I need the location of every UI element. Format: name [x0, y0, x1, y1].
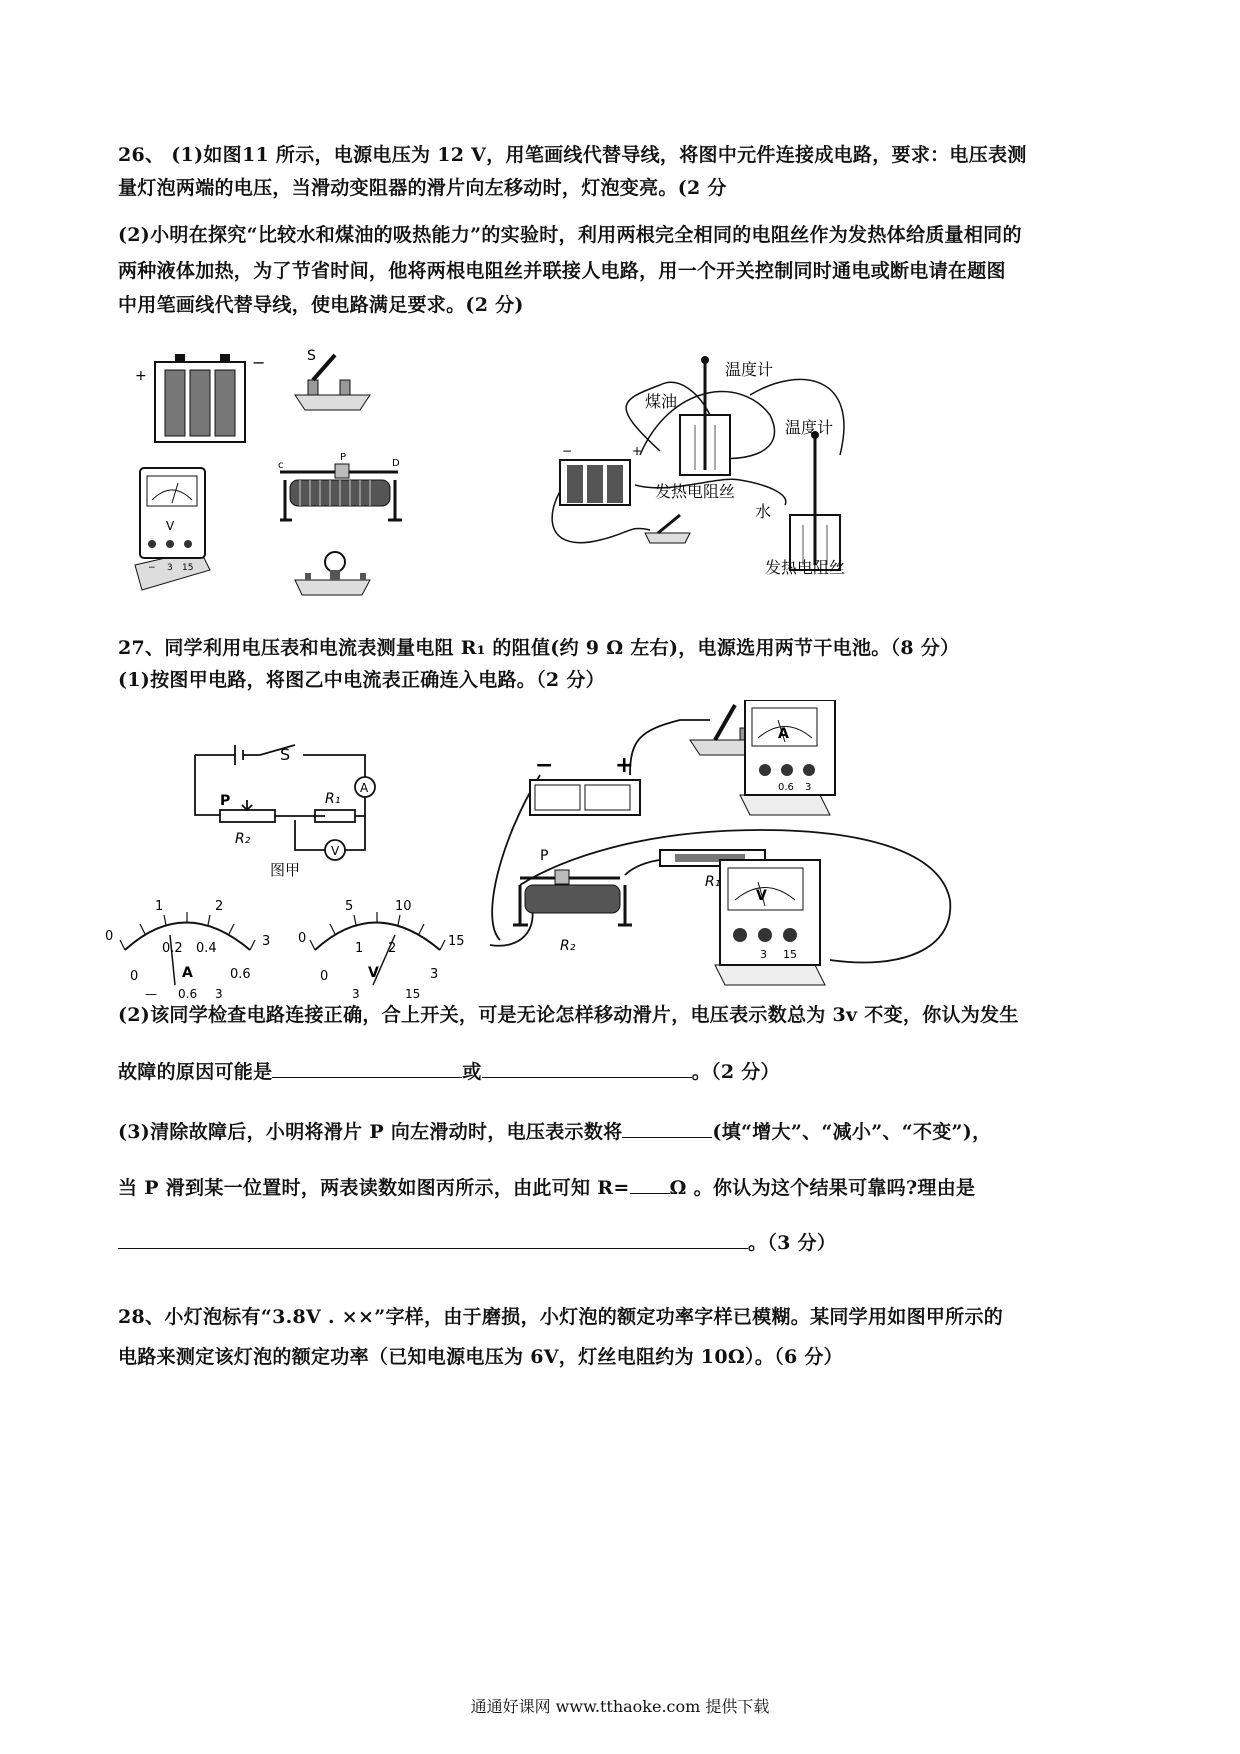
ammeter-term-neg: — — [145, 987, 157, 1001]
jia-switch-label: S — [280, 745, 291, 764]
q27-line3: (2)该同学检查电路连接正确，合上开关，可是无论怎样移动滑片，电压表示数总为 3v 不变，你认为发生 — [118, 1004, 1019, 1026]
kerosene-beaker — [680, 356, 730, 475]
ammeter-outer-2: 2 — [215, 899, 224, 914]
ammeter-inner-0: 0 — [130, 969, 139, 984]
ammeter-term-06: 0.6 — [178, 987, 198, 1001]
answer-blank-voltage-change[interactable] — [622, 1119, 712, 1138]
battery-plus-label: + — [135, 368, 147, 384]
thermometer1-label: 温度计 — [725, 360, 774, 379]
yi-r2-label: R₂ — [560, 938, 576, 954]
light-bulb[interactable] — [295, 552, 370, 595]
voltmeter-dial-unit: V — [368, 965, 379, 981]
q27-line5-suffix: (填“增大”、“减小”、“不变”)， — [712, 1121, 992, 1143]
yi-voltmeter-term-15: 15 — [783, 948, 797, 961]
jia-r2-label: R₂ — [235, 831, 251, 847]
q28-line2: 电路来测定该灯泡的额定功率（已知电源电压为 6V，灯丝电阻约为 10Ω）。（6 分） — [118, 1346, 843, 1368]
battery-minus-label: − — [252, 353, 266, 372]
yi-voltmeter-term-3: 3 — [760, 948, 767, 961]
thermometer2-label: 温度计 — [785, 418, 834, 437]
voltmeter-inner-3: 3 — [430, 967, 439, 982]
water-beaker — [790, 431, 840, 570]
yi-rheostat[interactable] — [513, 848, 632, 954]
voltmeter-inner-2: 2 — [388, 941, 397, 956]
answer-blank-cause1[interactable] — [272, 1059, 462, 1078]
figure-11-components — [130, 340, 460, 600]
voltmeter-outer-5: 5 — [345, 899, 354, 914]
resistor1-label: 发热电阻丝 — [655, 482, 736, 501]
voltmeter-inner-1: 1 — [355, 941, 364, 956]
q27-line5-prefix: (3)清除故障后，小明将滑片 P 向左滑动时，电压表示数将 — [118, 1121, 623, 1143]
yi-ammeter[interactable] — [740, 700, 835, 815]
jia-caption: 图甲 — [270, 861, 301, 879]
ammeter-inner-2: 0.4 — [196, 941, 217, 956]
kerosene-label: 煤油 — [645, 392, 678, 411]
q27-line2: (1)按图甲电路，将图乙中电流表正确连入电路。（2 分） — [118, 669, 605, 691]
sliding-rheostat[interactable] — [278, 452, 402, 520]
q26-line5: 中用笔画线代替导线，使电路满足要求。(2 分) — [118, 294, 524, 316]
q27-line6-suffix: Ω 。你认为这个结果可靠吗?理由是 — [669, 1177, 976, 1199]
yi-ammeter-label: A — [778, 726, 789, 742]
rheostat-d-label: D — [392, 458, 400, 469]
voltmeter-term-15: 15 — [405, 987, 421, 1001]
voltmeter-dial — [290, 880, 470, 1005]
battery-pack[interactable] — [135, 353, 265, 442]
jia-r1-label: R₁ — [325, 791, 341, 807]
ammeter-term-3: 3 — [215, 987, 223, 1001]
yi-ammeter-term-3: 3 — [805, 782, 812, 793]
q27-line7 — [118, 1228, 836, 1255]
ammeter-outer-0: 0 — [105, 929, 114, 944]
ammeter-unit: A — [182, 965, 193, 981]
heat-battery[interactable] — [560, 444, 642, 505]
circuit-diagram-jia — [185, 725, 415, 885]
voltmeter-device[interactable] — [135, 468, 210, 590]
yi-battery-minus: − — [535, 753, 554, 778]
q27-line4-suffix: 。（2 分） — [691, 1061, 780, 1083]
yi-battery-plus: + — [615, 753, 634, 778]
q27-line7-suffix: 。（3 分） — [748, 1232, 837, 1254]
knife-switch[interactable] — [295, 348, 370, 410]
ammeter-inner-3: 0.6 — [230, 967, 251, 982]
q26-line4: 两种液体加热，为了节省时间，他将两根电阻丝并联接人电路，用一个开关控制同时通电或断电请在题图 — [118, 260, 1006, 282]
heat-battery-plus: + — [632, 444, 643, 458]
answer-blank-resistance[interactable] — [630, 1175, 670, 1194]
answer-blank-reason[interactable] — [118, 1230, 748, 1249]
rheostat-p-label: P — [340, 452, 347, 463]
ammeter-dial — [100, 880, 275, 1005]
water-label: 水 — [755, 502, 772, 521]
answer-blank-cause2[interactable] — [482, 1059, 692, 1078]
voltmeter-unit: V — [166, 519, 175, 533]
voltmeter-terminal-neg: − — [148, 563, 156, 573]
yi-ammeter-term-06: 0.6 — [778, 782, 794, 793]
yi-slider-label: P — [540, 848, 549, 864]
rheostat-c-label: c — [278, 460, 284, 471]
ammeter-outer-1: 1 — [155, 899, 164, 914]
switch-label: S — [307, 348, 316, 364]
yi-battery[interactable] — [530, 753, 640, 815]
yi-voltmeter[interactable] — [715, 860, 825, 985]
ammeter-inner-1: 0.2 — [162, 941, 183, 956]
jia-ammeter-label: A — [360, 781, 369, 795]
q26-line1: 26、 (1)如图11 所示，电源电压为 12 V，用笔画线代替导线，将图中元件连接成电路，要求：电压表测 — [118, 144, 1027, 166]
q27-line6 — [118, 1173, 975, 1200]
ammeter-outer-3: 3 — [262, 934, 271, 949]
q27-line4-prefix: 故障的原因可能是 — [118, 1061, 273, 1083]
figure-yi-apparatus — [480, 700, 960, 1000]
q27-line1: 27、同学利用电压表和电流表测量电阻 R₁ 的阻值(约 9 Ω 左右)，电源选用两节干电池。（8 分） — [118, 637, 960, 659]
voltmeter-terminal-15: 15 — [182, 563, 194, 573]
heat-switch[interactable] — [645, 515, 690, 543]
jia-slider-label: P — [220, 793, 231, 809]
q27-line4-or: 或 — [462, 1061, 482, 1083]
jia-voltmeter-label: V — [331, 844, 340, 858]
q26-line3: (2)小明在探究“比较水和煤油的吸热能力”的实验时，利用两根完全相同的电阻丝作为发热体给质量相同的 — [118, 224, 1022, 246]
yi-r1-label: R₁ — [705, 874, 721, 890]
q28-line1: 28、小灯泡标有“3.8V . ××”字样，由于磨损，小灯泡的额定功率字样已模糊。某同学用如图甲所示的 — [118, 1306, 1004, 1328]
voltmeter-term-3: 3 — [352, 987, 360, 1001]
voltmeter-outer-0: 0 — [298, 931, 307, 946]
voltmeter-outer-15: 15 — [448, 934, 465, 949]
page-footer: 通通好课网 www.tthaoke.com 提供下载 — [470, 1697, 770, 1716]
voltmeter-inner-0: 0 — [320, 969, 329, 984]
heating-experiment-figure — [540, 355, 910, 580]
voltmeter-terminal-3: 3 — [167, 563, 173, 573]
yi-voltmeter-label: V — [756, 888, 767, 904]
q27-line4 — [118, 1057, 780, 1084]
q26-line2: 量灯泡两端的电压，当滑动变阻器的滑片向左移动时，灯泡变亮。(2 分 — [118, 177, 727, 199]
q27-line5 — [118, 1117, 991, 1144]
heat-battery-minus: − — [562, 444, 573, 458]
voltmeter-outer-10: 10 — [395, 899, 412, 914]
resistor2-label: 发热电阻丝 — [765, 558, 846, 577]
q27-line6-prefix: 当 P 滑到某一位置时，两表读数如图丙所示，由此可知 R= — [118, 1177, 630, 1199]
